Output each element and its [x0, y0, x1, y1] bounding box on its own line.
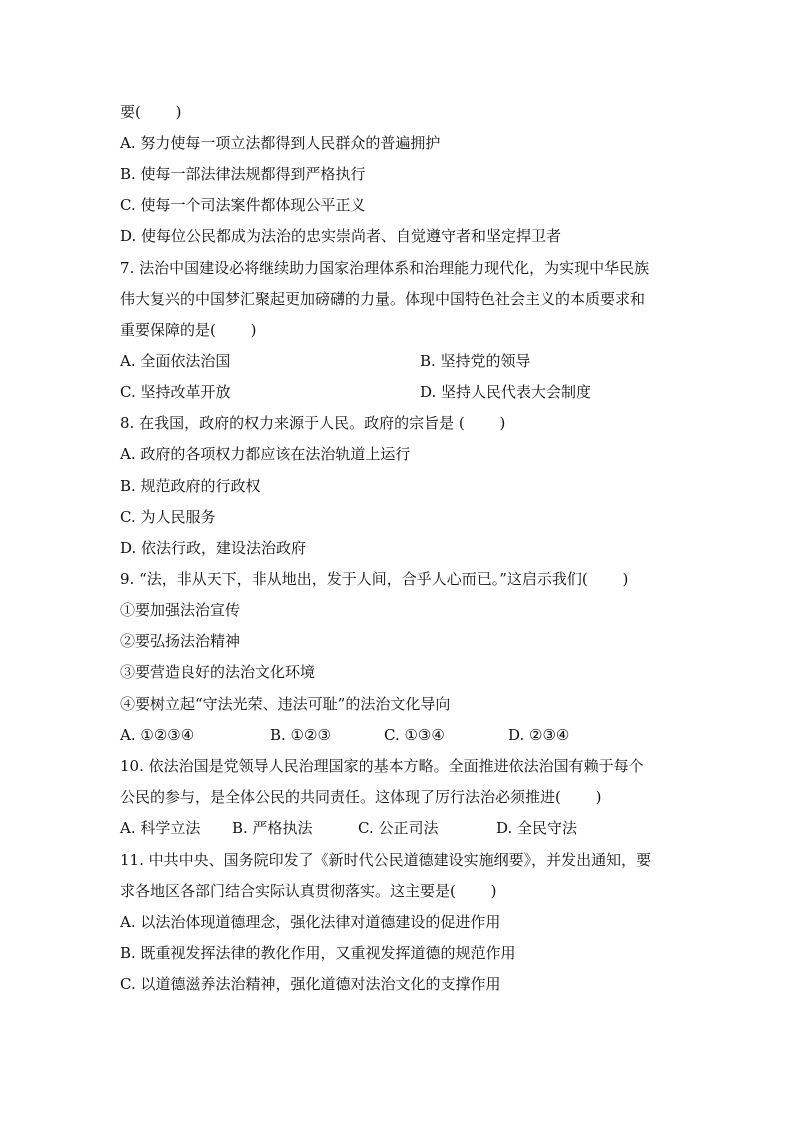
q10-option-c: C. 公正司法 — [358, 819, 439, 837]
q9-item-3: ③要营造良好的法治文化环境 — [120, 663, 316, 681]
q11-option-a: A. 以法治体现道德理念，强化法律对道德建设的促进作用 — [120, 913, 501, 931]
q11-option-b: B. 既重视发挥法律的教化作用，又重视发挥道德的规范作用 — [120, 944, 516, 962]
q10-stem-line-1: 10. 依法治国是党领导人民治理国家的基本方略。全面推进依法治国有赖于每个 — [120, 757, 644, 775]
q10-option-d: D. 全民守法 — [496, 819, 578, 837]
q8-option-d: D. 依法行政，建设法治政府 — [120, 539, 307, 557]
q8-option-c: C. 为人民服务 — [120, 508, 216, 526]
q7-option-b: B. 坚持党的领导 — [420, 352, 531, 370]
q9-stem: 9. “法，非从天下，非从地出，发于人间，合乎人心而已。”这启示我们( ) — [120, 570, 629, 588]
q7-stem-line-1: 7. 法治中国建设必将继续助力国家治理体系和治理能力现代化，为实现中华民族 — [120, 259, 650, 277]
q9-item-4: ④要树立起“守法光荣、违法可耻”的法治文化导向 — [120, 695, 451, 713]
q10-stem-line-2: 公民的参与，是全体公民的共同责任。这体现了厉行法治必须推进( ) — [120, 788, 602, 806]
q9-option-c: C. ①③④ — [384, 726, 445, 744]
q7-stem-line-3: 重要保障的是( ) — [120, 321, 257, 339]
q11-stem-line-1: 11. 中共中央、国务院印发了《新时代公民道德建设实施纲要》，并发出通知，要 — [120, 851, 652, 869]
q9-item-1: ①要加强法治宣传 — [120, 601, 241, 619]
q9-option-a: A. ①②③④ — [120, 726, 195, 744]
q7-option-d: D. 坚持人民代表大会制度 — [420, 383, 592, 401]
q8-option-b: B. 规范政府的行政权 — [120, 477, 261, 495]
q6-stem-tail: 要( ) — [120, 103, 182, 121]
q6-option-d: D. 使每位公民都成为法治的忠实崇尚者、自觉遵守者和坚定捍卫者 — [120, 227, 562, 245]
q6-option-b: B. 使每一部法律法规都得到严格执行 — [120, 165, 366, 183]
q9-option-d: D. ②③④ — [508, 726, 570, 744]
q7-option-c: C. 坚持改革开放 — [120, 383, 231, 401]
q9-option-b: B. ①②③ — [270, 726, 331, 744]
q6-option-c: C. 使每一个司法案件都体现公平正义 — [120, 196, 366, 214]
q7-option-a: A. 全面依法治国 — [120, 352, 231, 370]
q8-stem: 8. 在我国，政府的权力来源于人民。政府的宗旨是 ( ) — [120, 414, 506, 432]
q10-option-a: A. 科学立法 — [120, 819, 201, 837]
q9-item-2: ②要弘扬法治精神 — [120, 632, 241, 650]
q11-stem-line-2: 求各地区各部门结合实际认真贯彻落实。这主要是( ) — [120, 882, 497, 900]
q6-option-a: A. 努力使每一项立法都得到人民群众的普遍拥护 — [120, 134, 441, 152]
q8-option-a: A. 政府的各项权力都应该在法治轨道上运行 — [120, 445, 411, 463]
q11-option-c: C. 以道德滋养法治精神，强化道德对法治文化的支撑作用 — [120, 975, 501, 993]
q7-stem-line-2: 伟大复兴的中国梦汇聚起更加磅礴的力量。体现中国特色社会主义的本质要求和 — [120, 290, 646, 308]
q10-option-b: B. 严格执法 — [232, 819, 313, 837]
